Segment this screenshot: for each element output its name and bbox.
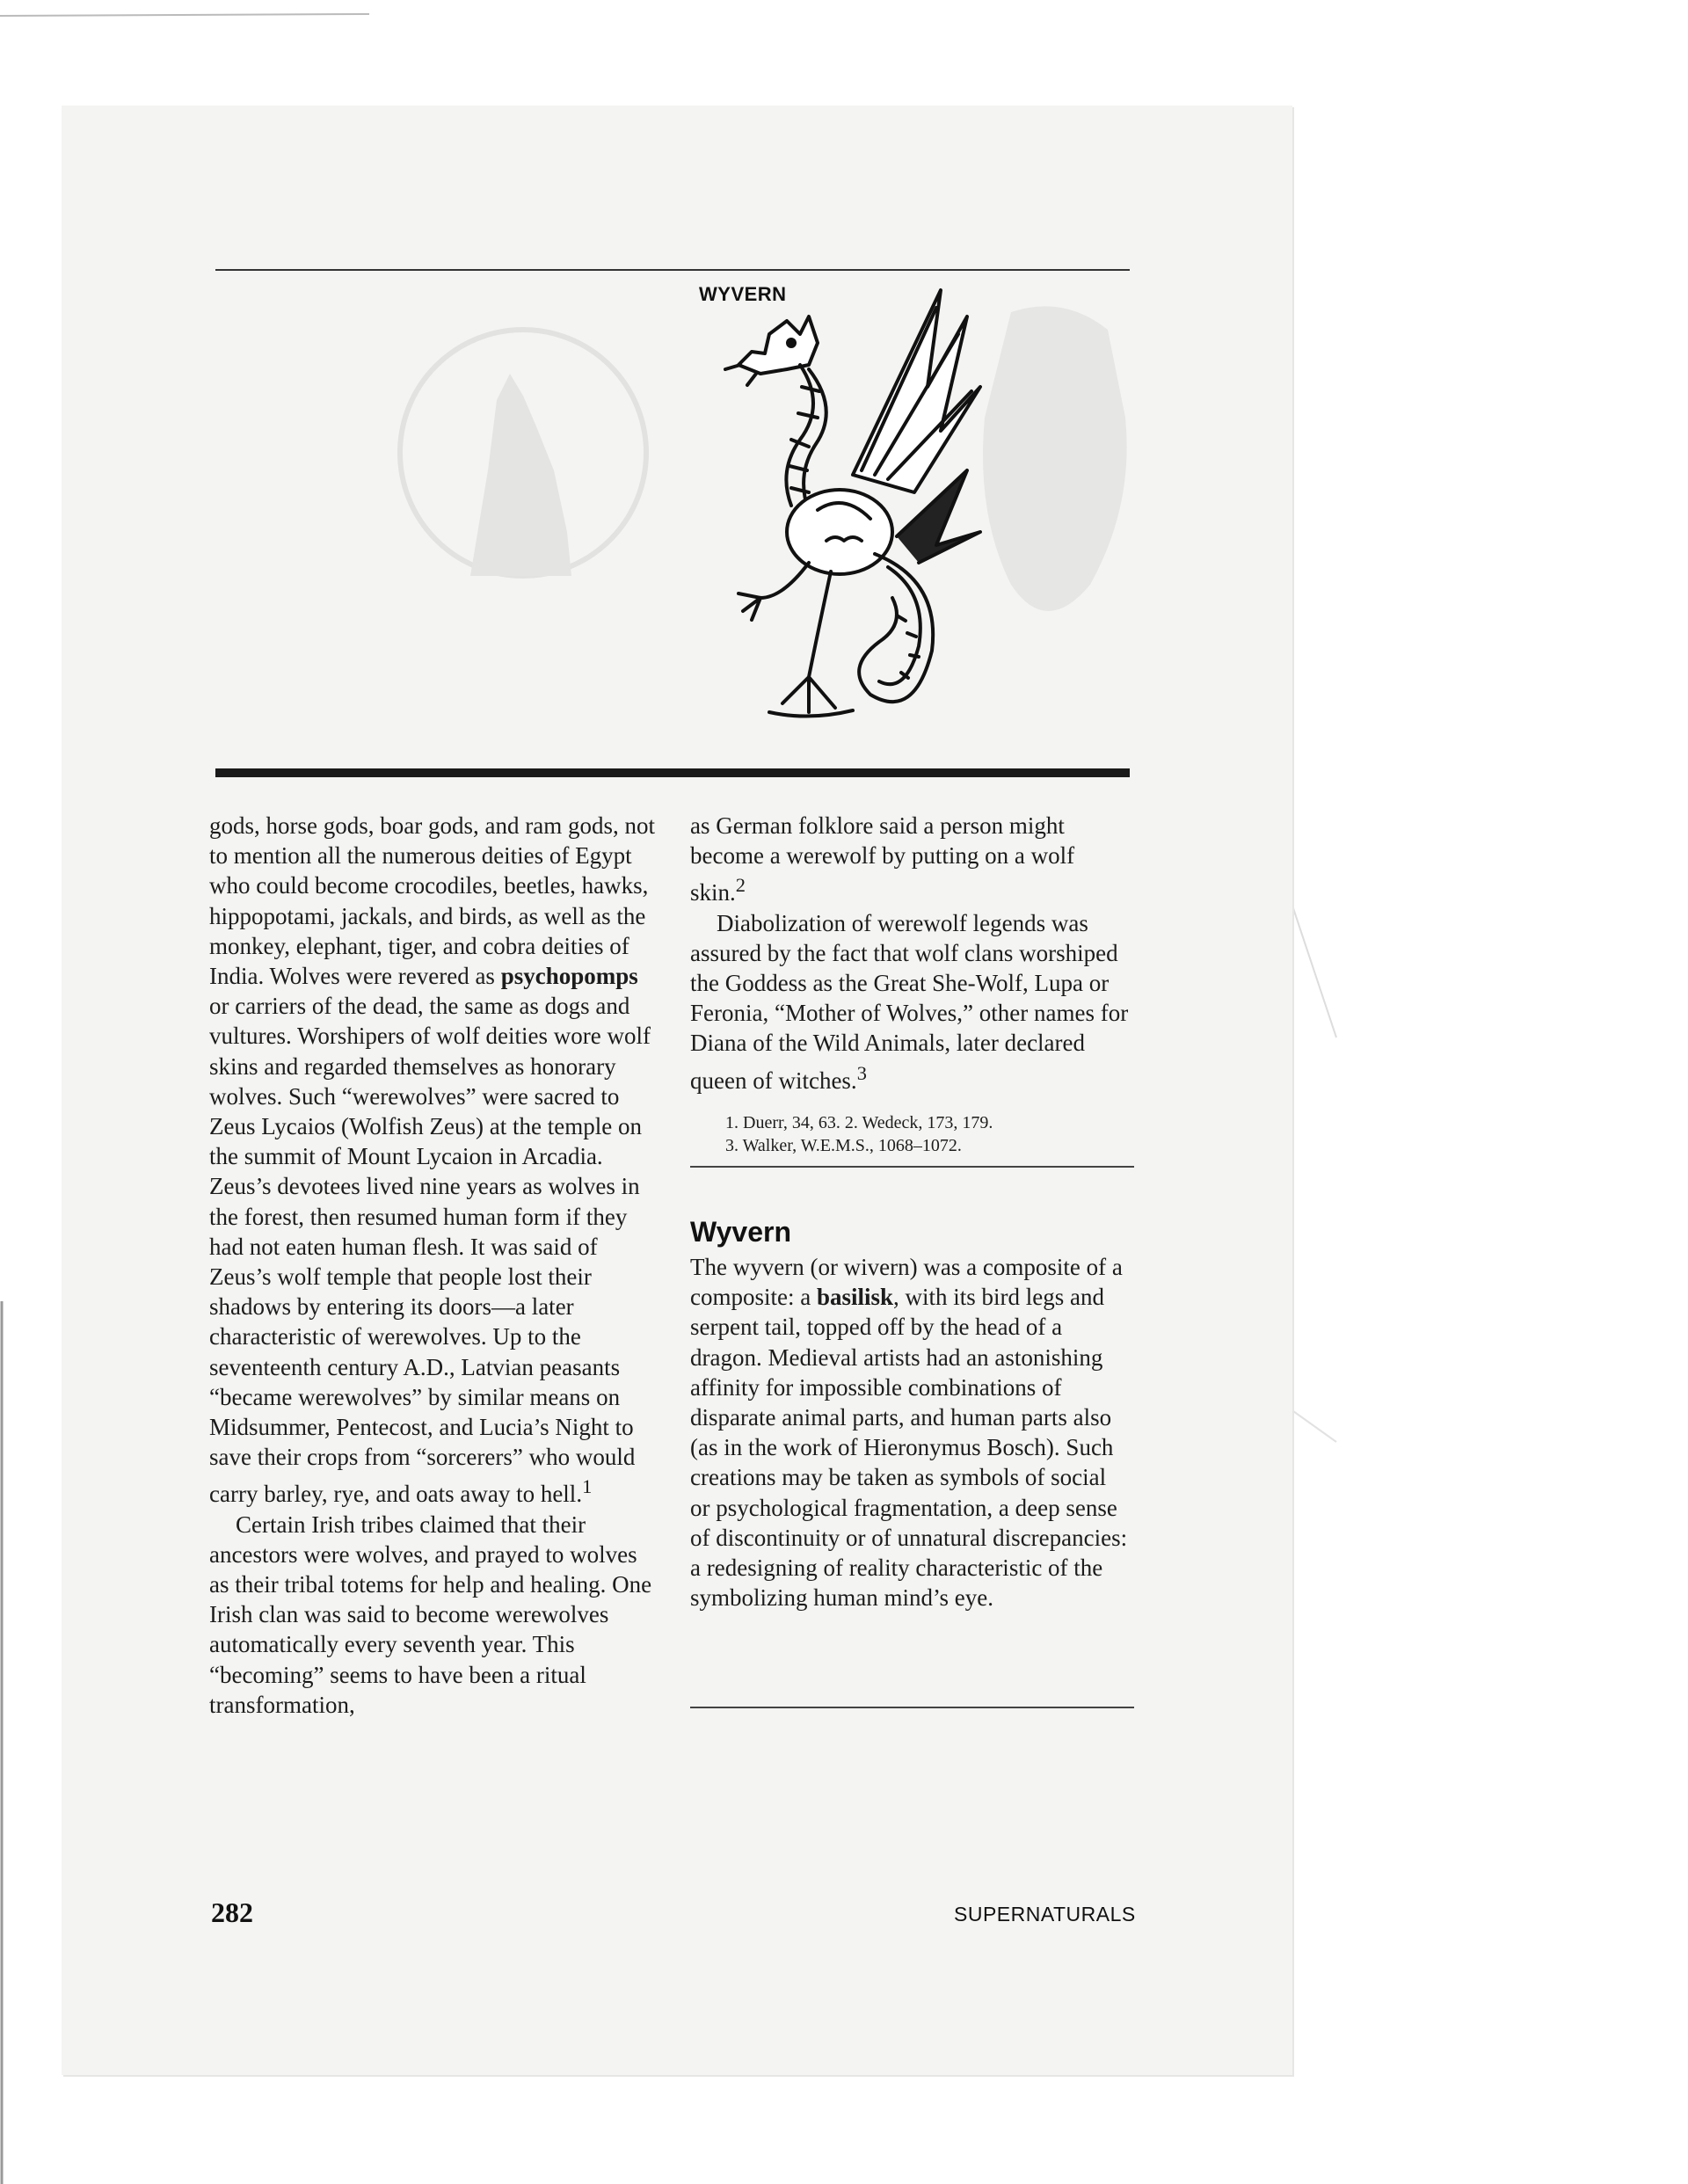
left-p1-rest: or carriers of the dead, the same as dogs and vultures. Worshipers of wolf deities wore wolf skins and regarded themselves as honorary wolves. Such “werewolves” were sacred to Zeus Lycaios (Wolfish Zeus) at the temple on the summit of Mount Lycaion in Arcadia. Zeus’s devotees lived nine years as wolves in the forest, then resumed human form if they had not eaten human flesh. It was said of Zeus’s wolf temple that people lost their shadows by entering its doors—a later characteristic of werewolves. Up to the seventeenth century A.D., Latvian peasants “became werewolves” by similar means on Midsummer, Pentecost, and Lucia’s Night to save their crops from “sorcerers” who would carry barley, rye, and oats away to hell.	[209, 993, 651, 1508]
left-paragraph-1	[209, 811, 659, 1510]
wyvern-icon	[677, 281, 1011, 747]
footnotes	[690, 1111, 1130, 1157]
page-number: 282	[211, 1896, 253, 1928]
howling-wolf-icon	[391, 321, 655, 593]
section-title: Wyvern	[690, 1215, 792, 1248]
right-p3-start: The wyvern (or wivern) was a composite of a composite: a	[690, 1254, 1123, 1311]
footnote-rule	[690, 1166, 1134, 1168]
right-paragraph-1	[690, 811, 1130, 908]
right-p1-text: as German folklore said a person might become a werewolf by putting on a wolf skin.	[690, 812, 1075, 906]
right-paragraph-3	[690, 1252, 1130, 1613]
footnote-ref-1: 1	[582, 1475, 593, 1498]
section-end-rule	[690, 1707, 1134, 1708]
left-column	[209, 811, 659, 1720]
right-p2-text: Diabolization of werewolf legends was assured by the fact that wolf clans worshiped the Goddess as the Great She-Wolf, Lupa or Feronia, “Mother of Wolves,” other names for Diana of the Wild Animals, later declared queen of witches.	[690, 909, 1129, 1094]
footnote-line-2: 3. Walker, W.E.M.S., 1068–1072.	[725, 1135, 962, 1155]
running-head: WYVERN	[699, 283, 787, 305]
right-paragraph-2	[690, 908, 1130, 1096]
figure-bottom-rule	[215, 768, 1130, 777]
psychopomps-link[interactable]: psychopomps	[500, 963, 638, 990]
right-p3-rest: , with its bird legs and serpent tail, topped off by the head of a dragon. Medieval artists had an astonishing affinity for impossible combinations of disparate animal parts, and human parts also (as in the work of Hieronymus Bosch). Such creations may be taken as symbols of social or psychological fragmentation, a deep sense of discontinuity or of unnatural discrepancies: a redesigning of reality characteristic of the symbolizing human mind’s eye.	[690, 1284, 1128, 1612]
footnote-ref-2: 2	[735, 874, 746, 897]
right-column	[690, 811, 1130, 1613]
left-paragraph-2: Certain Irish tribes claimed that their ancestors were wolves, and prayed to wolves as their tribal totems for help and healing. One Irish clan was said to become werewolves automatically every seventh year. This “becoming” seems to have been a ritual transformation,	[209, 1511, 652, 1718]
left-p1-text: gods, horse gods, boar gods, and ram gods, not to mention all the numerous deities of Egypt who could become crocodiles, beetles, hawks, hippopotami, jackals, and birds, as well as the monkey, elephant, tiger, and cobra deities of India. Wolves were revered as	[209, 812, 655, 990]
footnote-ref-3: 3	[856, 1061, 867, 1084]
book-title: SUPERNATURALS	[954, 1903, 1136, 1926]
basilisk-link[interactable]: basilisk	[816, 1284, 894, 1311]
header-rule	[215, 269, 1130, 271]
footnote-line-1: 1. Duerr, 34, 63. 2. Wedeck, 173, 179.	[725, 1112, 993, 1132]
